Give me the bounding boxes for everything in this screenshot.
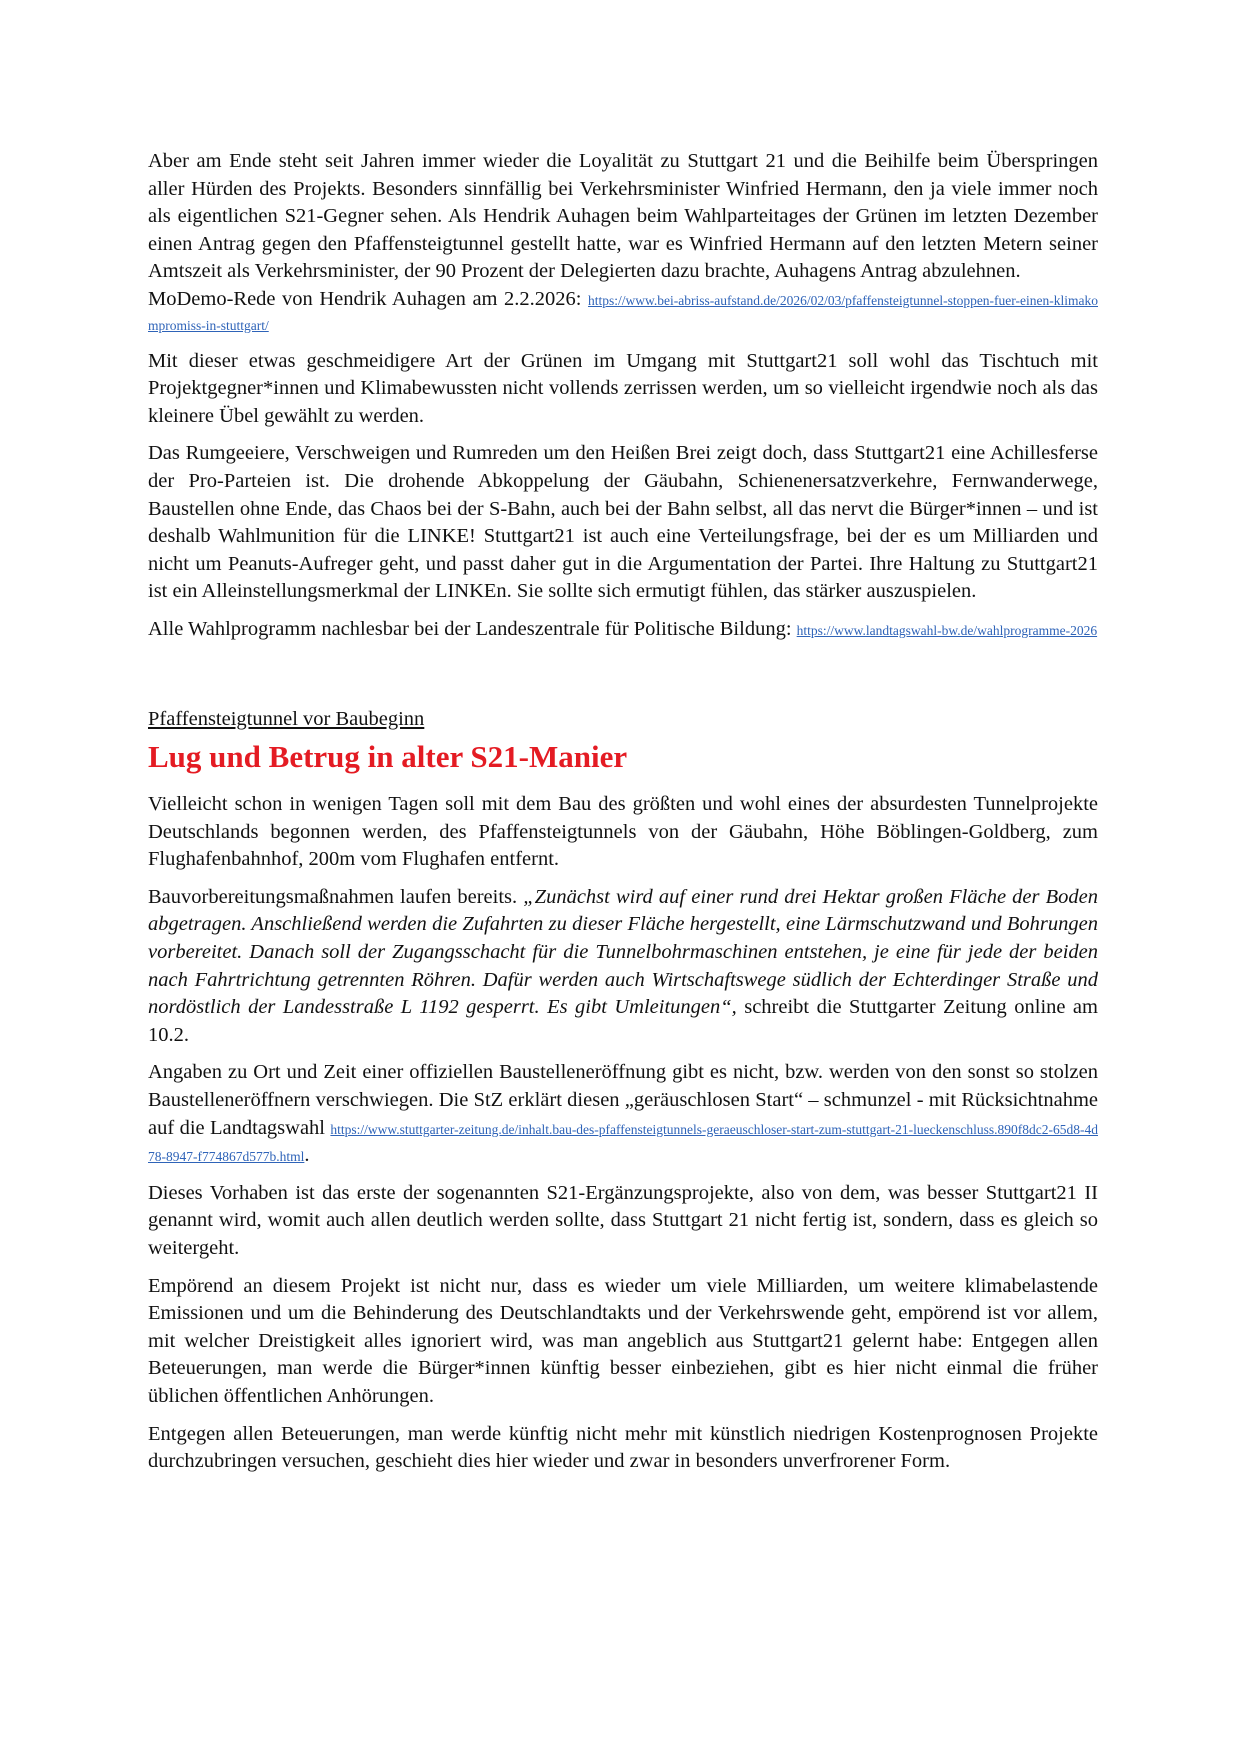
- programs-link[interactable]: https://www.landtagswahl-bw.de/wahlprogramme-2026: [796, 622, 1098, 638]
- intro-paragraph-loyalty: Aber am Ende steht seit Jahren immer wieder die Loyalität zu Stuttgart 21 und die Beihilfe beim Überspringen aller Hürden des Projekts. Besonders sinnfällig bei Verkehrsminister Winfried Hermann, den ja viele immer noch als eigentlichen S21-Gegner sehen. Als Hendrik Auhagen beim Wahlparteitages der Grünen im letzten Dezember einen Antrag gegen den Pfaffensteigtunnel gestellt hatte, war es Winfried Hermann auf den letzten Metern seiner Amtszeit als Verkehrsminister, der 90 Prozent der Delegierten dazu brachte, Auhagens Antrag abzulehnen.: [148, 150, 1098, 283]
- stz-quote: „Zunächst wird auf einer rund drei Hektar großen Fläche der Boden abgetragen. Anschließend werden die Zufahrten zu dieser Fläche hergestellt, eine Lärmschutzwand und Bohrungen vorbereitet. Danach soll der Zugangsschacht für die Tunnelbohrmaschinen entstehen, je eine für jede der beiden nach Fahrtrichtung getrennten Röhren. Dafür werden auch Wirtschaftswege südlich der Echterdinger Straße und nordöstlich der Landesstraße L 1192 gesperrt. Es gibt Umleitungen“,: [148, 885, 1098, 1019]
- article-kicker: Pfaffensteigtunnel vor Baubeginn: [148, 707, 425, 730]
- article-headline: Lug und Betrug in alter S21-Manier: [148, 739, 628, 775]
- source-label: MoDemo-Rede von Hendrik Auhagen am 2.2.2026:: [148, 287, 589, 310]
- stz-article-link[interactable]: https://www.stuttgarter-zeitung.de/inhalt.bau-des-pfaffensteigtunnels-geraeuschloser-start-zum-stuttgart-21-lueckenschluss.890f8dc2-65d8-4d78-8947-f774867d577b.html: [148, 1121, 1098, 1165]
- programs-text: Alle Wahlprogramm nachlesbar bei der Landeszentrale für Politische Bildung:: [148, 617, 797, 640]
- article-paragraph-preparations: [148, 884, 1098, 1050]
- intro-paragraph-greens: Mit dieser etwas geschmeidigere Art der Grünen im Umgang mit Stuttgart21 soll wohl das Tischtuch mit Projektgegner*innen und Klimabewussten nicht vollends zerrissen werden, um so vielleicht irgendwie noch als das kleinere Übel gewählt zu werden.: [148, 349, 1098, 427]
- silent-start-end: .: [304, 1144, 310, 1167]
- document-page: [148, 148, 1098, 1486]
- article-paragraph-silent-start: [148, 1059, 1098, 1169]
- intro-paragraph-achilles: Das Rumgeeiere, Verschweigen und Rumreden um den Heißen Brei zeigt doch, dass Stuttgart21 eine Achillesferse der Pro-Parteien ist. Die drohende Abkoppelung der Gäubahn, Schienenersatzverkehre, Fernwanderwege, Baustellen ohne Ende, das Chaos bei der S-Bahn, auch bei der Bahn selbst, all das nervt die Bürger*innen – und ist deshalb Wahlmunition für die LINKE! Stuttgart21 ist auch eine Verteilungsfrage, bei der es um Milliarden und nicht um Peanuts-Aufreger geht, und passt daher gut in die Argumentation der Partei. Ihre Haltung zu Stuttgart21 ist ein Alleinstellungsmerkmal der LINKEn. Sie sollte sich ermutigt fühlen, das stärker auszuspielen.: [148, 442, 1098, 603]
- article-paragraph-costs: Entgegen allen Beteuerungen, man werde künftig nicht mehr mit künstlich niedrigen Kostenprognosen Projekte durchzubringen versuchen, geschieht dies hier wieder und zwar in besonders unverfrorener Form.: [148, 1422, 1098, 1473]
- silent-start-text: Angaben zu Ort und Zeit einer offiziellen Baustelleneröffnung gibt es nicht, bzw. werden von den sonst so stolzen Baustelleneröffnern verschwiegen. Die StZ erklärt diesen „geräuschlosen Start“ – schmunzel - mit Rücksichtnahme auf die Landtagswahl: [148, 1061, 1098, 1139]
- preparations-lead: Bauvorbereitungsmaßnahmen laufen bereits.: [148, 885, 524, 908]
- article-paragraph-s21-ii: Dieses Vorhaben ist das erste der sogenannten S21-Ergänzungsprojekte, also von dem, was besser Stuttgart21 II genannt wird, womit auch allen deutlich werden sollte, dass Stuttgart 21 nicht fertig ist, sondern, dass es gleich so weitergeht.: [148, 1181, 1098, 1259]
- intro-paragraph-programs: [148, 616, 1098, 644]
- preparations-tail: schreibt die Stuttgarter Zeitung online am 10.2.: [148, 996, 1098, 1046]
- source-citation: [148, 286, 1098, 336]
- source-link[interactable]: https://www.bei-abriss-aufstand.de/2026/02/03/pfaffensteigtunnel-stoppen-fuer-einen-klimakompromiss-in-stuttgart/: [148, 292, 1098, 333]
- article-paragraph-start: Vielleicht schon in wenigen Tagen soll mit dem Bau des größten und wohl eines der absurdesten Tunnelprojekte Deutschlands begonnen werden, des Pfaffensteigtunnels von der Gäubahn, Höhe Böblingen-Goldberg, zum Flughafenbahnhof, 200m vom Flughafen entfernt.: [148, 793, 1098, 871]
- article-paragraph-outrage: Empörend an diesem Projekt ist nicht nur, dass es wieder um viele Milliarden, um weitere klimabelastende Emissionen und um die Behinderung des Deutschlandtakts und der Verkehrswende geht, empörend ist vor allem, mit welcher Dreistigkeit alles ignoriert wird, was man angeblich aus Stuttgart21 gelernt habe: Entgegen allen Beteuerungen, man werde die Bürger*innen künftig besser einbeziehen, gibt es hier nicht einmal die früher üblichen öffentlichen Anhörungen.: [148, 1274, 1098, 1407]
